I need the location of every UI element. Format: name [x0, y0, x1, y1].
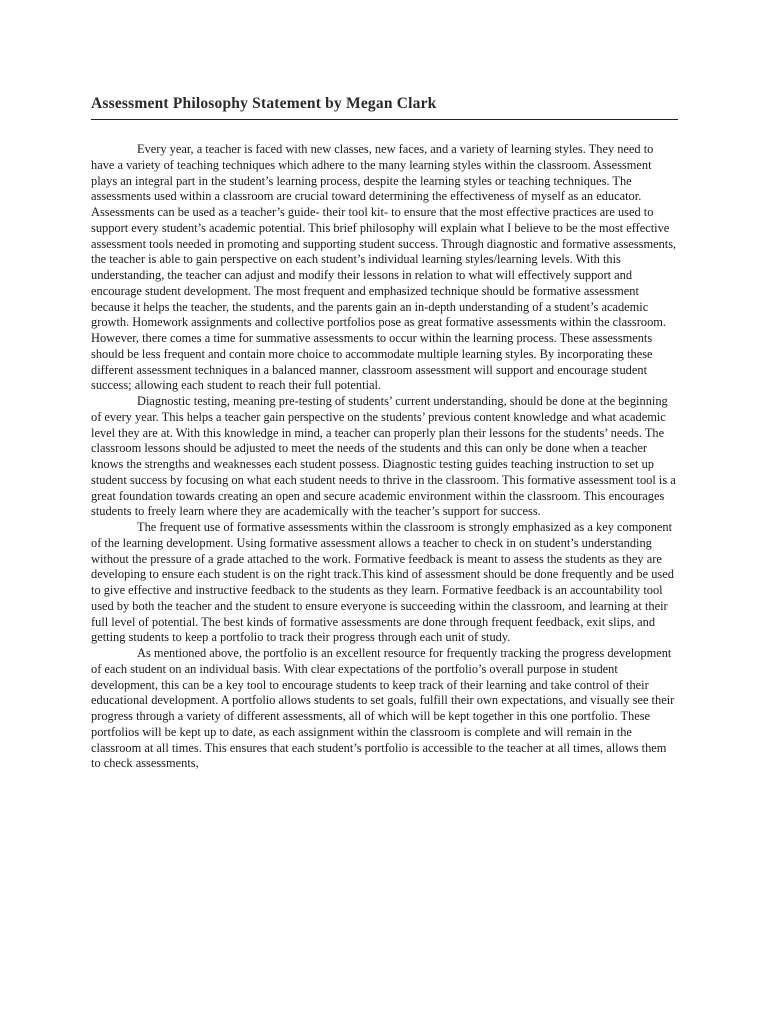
title-underline — [91, 119, 678, 120]
paragraph-1: Every year, a teacher is faced with new classes, new faces, and a variety of learning styles. They need to have a variety of teaching techniques which adhere to the many learning styles within the classroom. Assessment plays an integral part in the student’s learning process, despite the learning styles or teaching techniques. The assessments used within a classroom are crucial toward determining the effectiveness of myself as an educator. Assessments can be used as a teacher’s guide- their tool kit- to ensure that the most effective practices are used to support every student’s academic potential. This brief philosophy will explain what I believe to be the most effective assessment tools needed in promoting and supporting student success. Through diagnostic and formative assessments, the teacher is able to gain perspective on each student’s individual learning styles/learning levels. With this understanding, the teacher can adjust and modify their lessons in relation to what will effectively support and encourage student development. The most frequent and emphasized technique should be formative assessment because it helps the teacher, the students, and the parents gain an in-depth understanding of a student’s academic growth. Homework assignments and collective portfolios pose as great formative assessments within the classroom. However, there comes a time for summative assessments to occur within the learning process. These assessments should be less frequent and contain more choice to accommodate multiple learning styles. By incorporating these different assessment techniques in a balanced manner, classroom assessment will support and encourage student success; allowing each student to reach their full potential. — [91, 142, 677, 393]
paragraph-2: Diagnostic testing, meaning pre-testing of students’ current understanding, should be done at the beginning of every year. This helps a teacher gain perspective on the students’ previous content knowledge and what academic level they are at. With this knowledge in mind, a teacher can properly plan their lessons for the students’ needs. The classroom lessons should be adjusted to meet the needs of the students and this can only be done when a teacher knows the strengths and weaknesses each student possess. Diagnostic testing guides teaching instruction to set up student success by focusing on what each student needs to thrive in the classroom. This formative assessment tool is a great foundation towards creating an open and secure academic environment within the classroom. This encourages students to freely learn where they are academically with the teacher’s support for success. — [91, 394, 676, 519]
paragraph-4: As mentioned above, the portfolio is an excellent resource for frequently tracking the progress development of each student on an individual basis. With clear expectations of the portfolio’s overall purpose in student development, this can be a key tool to encourage students to keep track of their learning and take control of their educational development. A portfolio allows students to set goals, fulfill their own expectations, and visually see their progress through a variety of different assessments, all of which will be kept together in this one portfolio. These portfolios will be kept up to date, as each assignment within the classroom is complete and will remain in the classroom at all times. This ensures that each student’s portfolio is accessible to the teacher at all times, allows them to check assessments, — [91, 646, 675, 771]
document-body — [91, 142, 679, 772]
paragraph-3: The frequent use of formative assessments within the classroom is strongly emphasized as a key component of the learning development. Using formative assessment allows a teacher to check in on student’s understanding without the pressure of a grade attached to the work. Formative feedback is meant to assess the students as they are developing to ensure each student is on the right track.This kind of assessment should be done frequently and be used to give effective and instructive feedback to the students as they learn. Formative feedback is an accountability tool used by both the teacher and the student to ensure everyone is succeeding within the classroom, and learning at their full level of potential. The best kinds of formative assessments are done through frequent feedback, exit slips, and getting students to keep a portfolio to track their progress through each unit of study. — [91, 520, 674, 645]
document-title: Assessment Philosophy Statement by Megan Clark — [91, 95, 437, 112]
